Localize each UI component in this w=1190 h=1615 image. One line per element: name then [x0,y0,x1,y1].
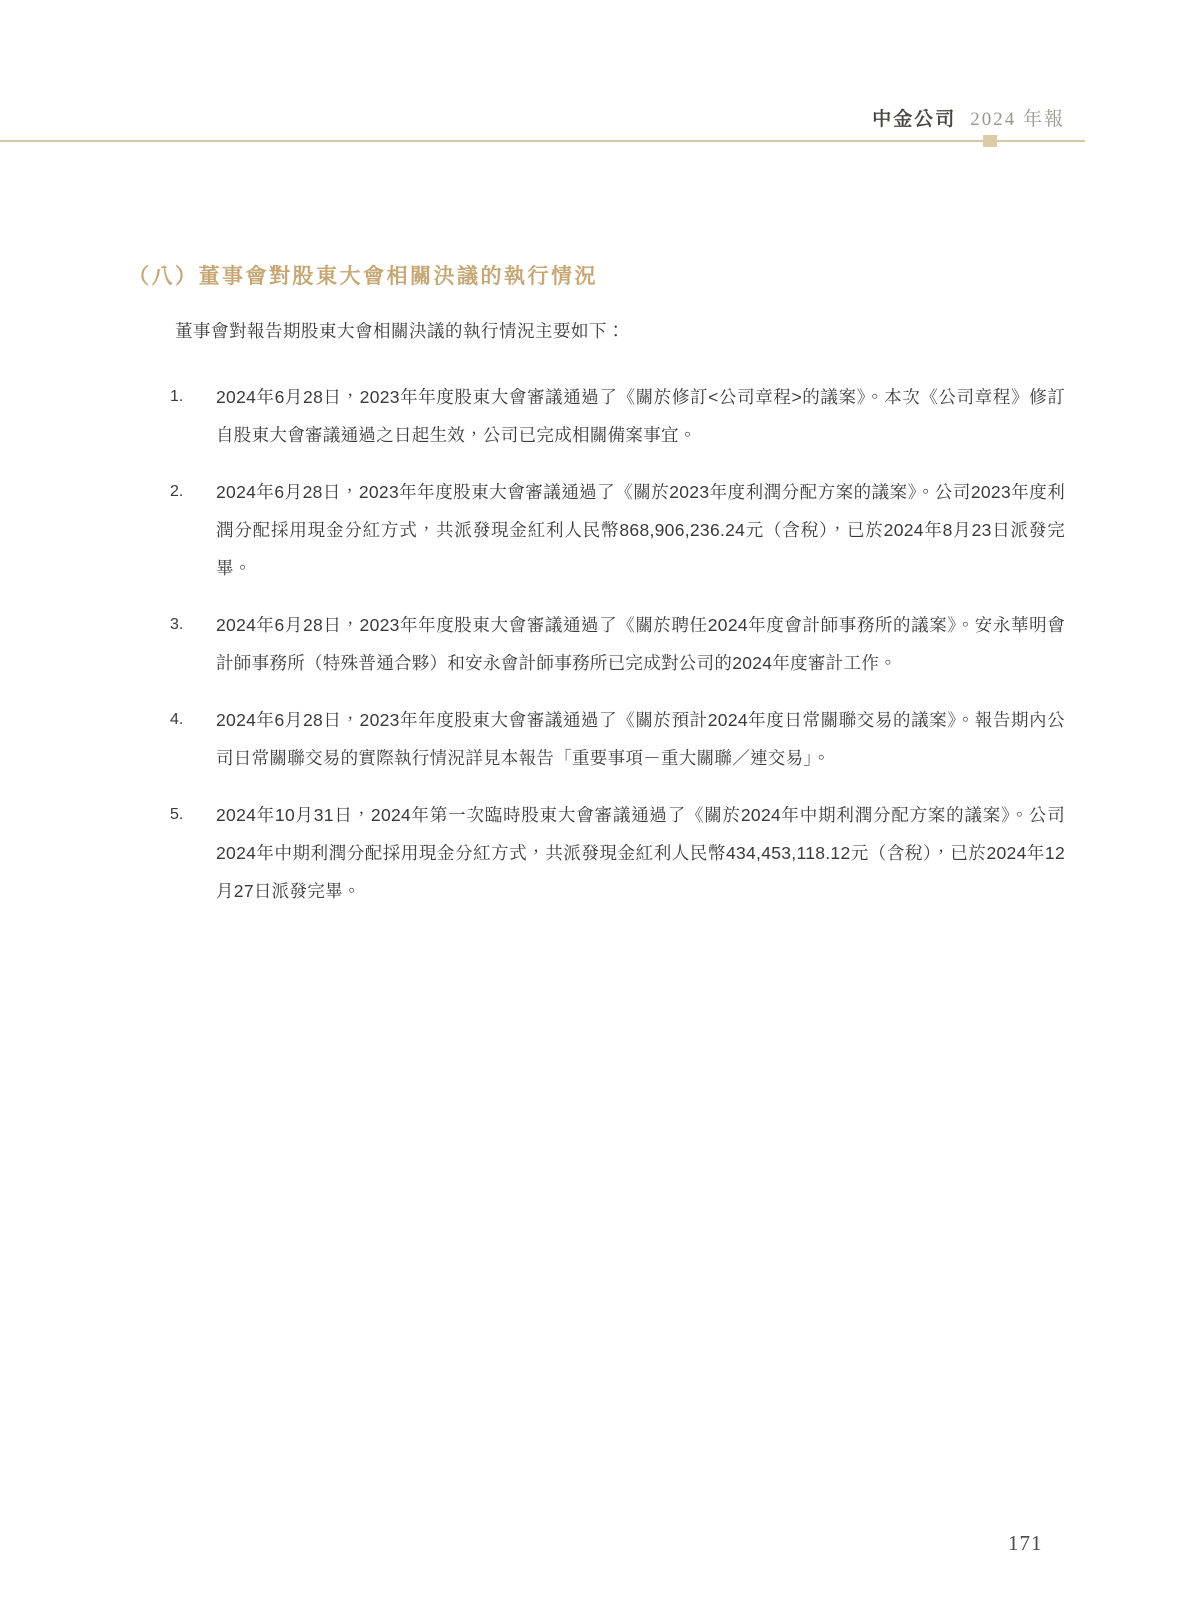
list-item [170,473,1065,587]
header-company-name: 中金公司 [872,109,957,130]
list-item-text: 2024年6月28日，2023年年度股東大會審議通過了《關於2023年度利潤分配方案的議案》。公司2023年度利潤分配採用現金分紅方式，共派發現金紅利人民幣868,906,236.24元（含稅），已於2024年8月23日派發完畢。 [216,482,1065,578]
section-heading: （八）董事會對股東大會相關決議的執行情況 [128,265,598,288]
resolution-list [170,378,1065,910]
list-item-number: 2. [170,483,184,500]
list-item-text: 2024年6月28日，2023年年度股東大會審議通過了《關於聘任2024年度會計師事務所的議案》。安永華明會計師事務所（特殊普通合夥）和安永會計師事務所已完成對公司的2024年度審計工作。 [216,615,1065,673]
list-item [170,606,1065,682]
list-item [170,796,1065,910]
list-item-number: 1. [170,388,184,405]
list-item-text: 2024年6月28日，2023年年度股東大會審議通過了《關於預計2024年度日常關聯交易的議案》。報告期內公司日常關聯交易的實際執行情況詳見本報告「重要事項－重大關聯／連交易」。 [216,710,1065,768]
page-number: 171 [1008,1531,1043,1555]
list-item [170,378,1065,454]
list-item-text: 2024年6月28日，2023年年度股東大會審議通過了《關於修訂<公司章程>的議案》。本次《公司章程》修訂自股東大會審議通過之日起生效，公司已完成相關備案事宜。 [216,387,1065,445]
list-item-number: 4. [170,711,184,728]
header-report-title: 2024 年報 [970,109,1065,130]
list-item-number: 3. [170,616,184,633]
list-item-text: 2024年10月31日，2024年第一次臨時股東大會審議通過了《關於2024年中期利潤分配方案的議案》。公司2024年中期利潤分配採用現金分紅方式，共派發現金紅利人民幣434,453,118.12元（含稅），已於2024年12月27日派發完畢。 [216,805,1065,901]
section-intro: 董事會對報告期股東大會相關決議的執行情況主要如下： [175,321,625,341]
list-item [170,701,1065,777]
list-item-number: 5. [170,806,184,823]
